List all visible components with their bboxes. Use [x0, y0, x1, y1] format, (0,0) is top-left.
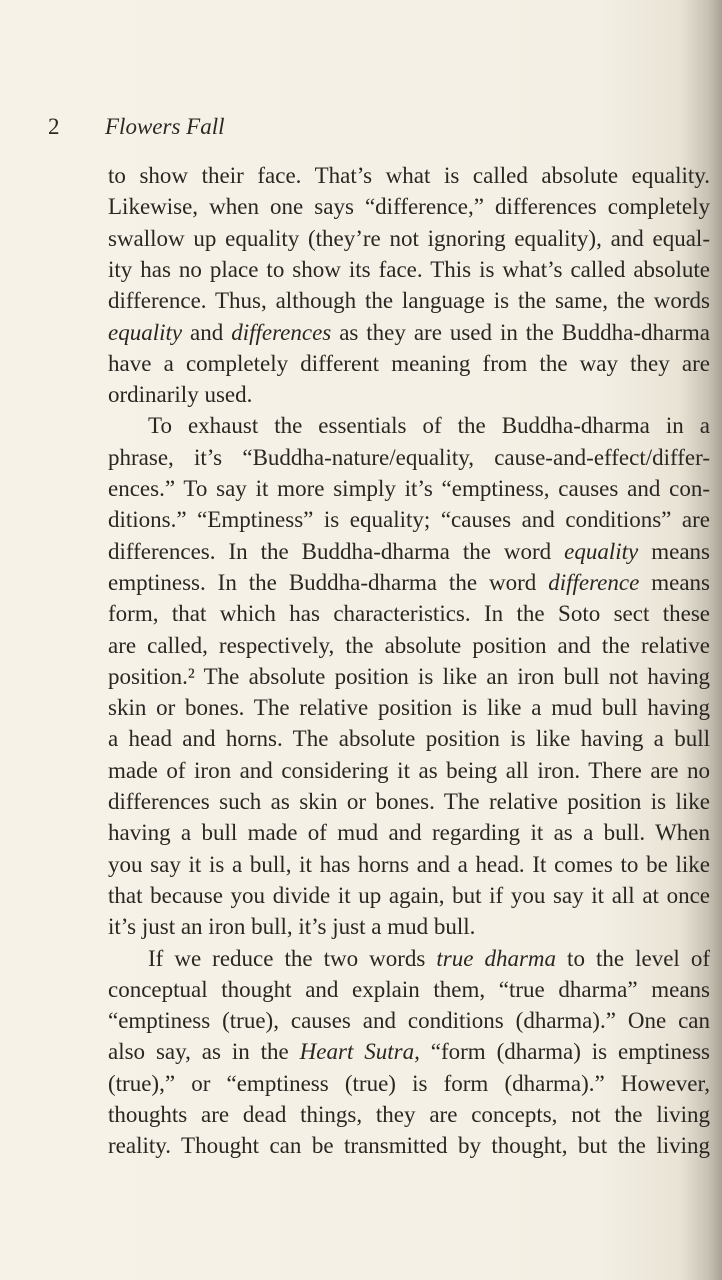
text-line: To exhaust the essentials of the Buddha-dharma in a — [148, 413, 710, 439]
text-line: you say it is a bull, it has horns and a head. It comes to be like — [108, 851, 710, 877]
text-line: having a bull made of mud and regarding it as a bull. When — [108, 820, 710, 846]
text-line: phrase, it’s “Buddha-nature/equality, cause-and-effect/differ- — [108, 444, 710, 470]
text-line: difference. Thus, although the language is the same, the words — [108, 288, 710, 314]
text-line: ordinarily used. — [108, 382, 253, 408]
text-line: skin or bones. The relative position is like a mud bull having — [108, 695, 710, 721]
text-line: “emptiness (true), causes and conditions (dharma).” One can — [108, 1008, 710, 1034]
text-line: equality and differences as they are used in the Buddha-dharma — [108, 319, 710, 345]
text-line: to show their face. That’s what is called absolute equality. — [108, 163, 710, 188]
book-title: Flowers Fall — [105, 114, 225, 139]
text-line: have a completely different meaning from the way they are — [108, 350, 710, 376]
text-line: differences. In the Buddha-dharma the word equality means — [108, 538, 710, 564]
text-line: it’s just an iron bull, it’s just a mud bull. — [108, 914, 476, 940]
text-line: position.² The absolute position is like an iron bull not having — [108, 663, 710, 689]
text-line: also say, as in the Heart Sutra, “form (dharma) is emptiness — [108, 1039, 710, 1065]
text-line: emptiness. In the Buddha-dharma the word difference means — [108, 569, 710, 595]
text-line: form, that which has characteristics. In the Soto sect these — [108, 601, 710, 627]
text-line: Likewise, when one says “difference,” differences completely — [108, 194, 710, 220]
text-line: ity has no place to show its face. This is what’s called absolute — [108, 256, 710, 282]
text-line: differences such as skin or bones. The relative position is like — [108, 789, 710, 814]
text-line: thoughts are dead things, they are concepts, not the living — [108, 1102, 710, 1127]
text-line: swallow up equality (they’re not ignoring equality), and equal- — [108, 225, 710, 251]
page-number: 2 — [48, 114, 60, 139]
running-head — [48, 114, 224, 140]
text-line: If we reduce the two words true dharma to the level of — [148, 945, 710, 971]
text-line: a head and horns. The absolute position is like having a bull — [108, 726, 710, 752]
text-line: that because you divide it up again, but if you say it all at once — [108, 882, 710, 908]
text-line: made of iron and considering it as being all iron. There are no — [108, 757, 710, 783]
text-line: ditions.” “Emptiness” is equality; “causes and conditions” are — [108, 507, 710, 533]
text-line: reality. Thought can be transmitted by thought, but the living — [108, 1133, 710, 1159]
text-line: (true),” or “emptiness (true) is form (dharma).” However, — [108, 1070, 710, 1096]
text-line: ences.” To say it more simply it’s “emptiness, causes and con- — [108, 476, 710, 501]
text-line: conceptual thought and explain them, “true dharma” means — [108, 976, 710, 1002]
text-line: are called, respectively, the absolute position and the relative — [108, 632, 710, 658]
